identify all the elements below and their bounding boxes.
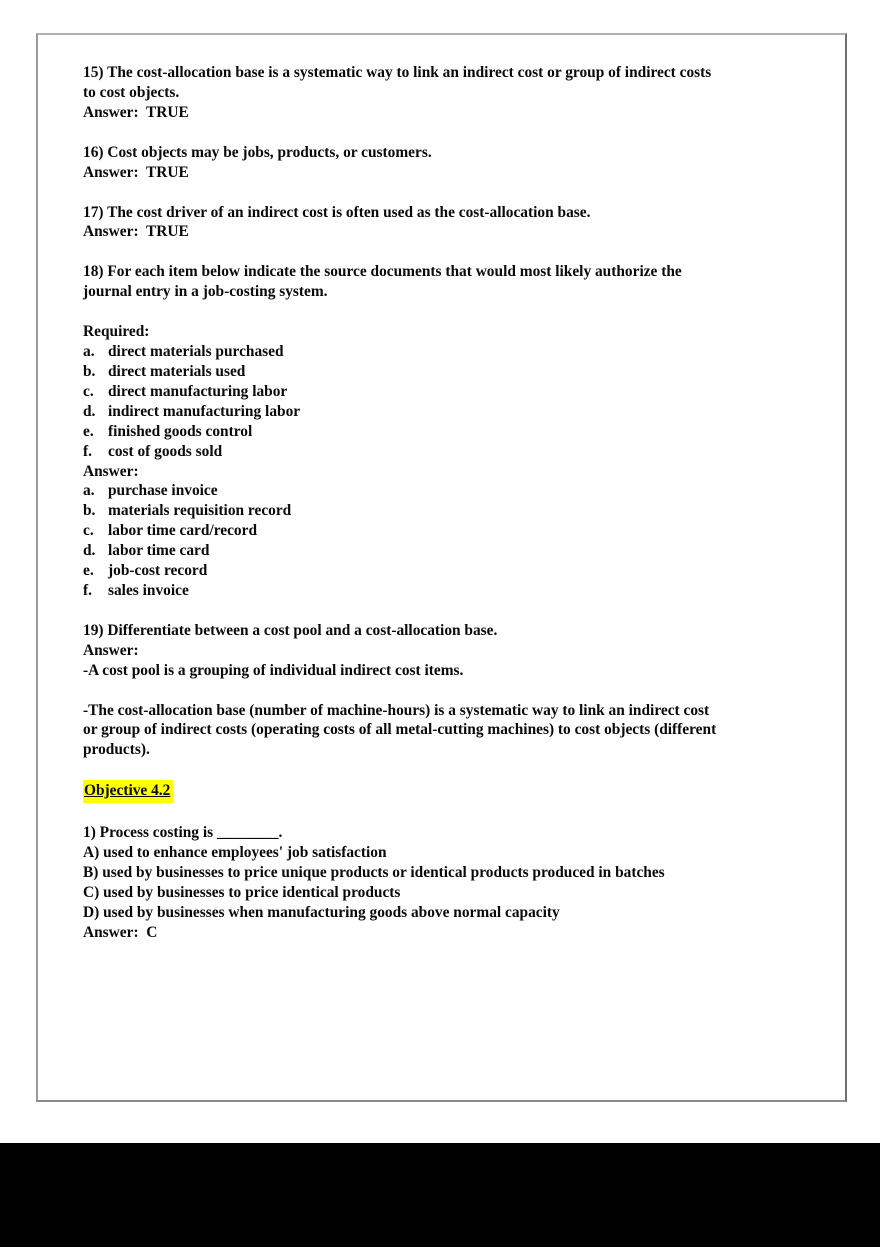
text-line: 19) Differentiate between a cost pool and a cost-allocation base. <box>83 621 498 639</box>
text-line: Answer: C <box>83 923 158 941</box>
text-line: Answer: TRUE <box>83 103 189 121</box>
text-line: or group of indirect costs (operating costs of all metal-cutting machines) to cost objects (different <box>83 721 717 739</box>
text-line: 16) Cost objects may be jobs, products, or customers. <box>83 143 432 161</box>
list-item-text: materials requisition record <box>108 502 292 520</box>
list-marker: b. <box>83 502 96 520</box>
list-marker: d. <box>83 542 96 560</box>
text-line: products). <box>83 741 150 759</box>
list-item-text: labor time card <box>108 542 210 560</box>
list-item-text: labor time card/record <box>108 522 258 540</box>
text-line: Answer: TRUE <box>83 163 189 181</box>
text-line: B) used by businesses to price unique products or identical products produced in batches <box>83 864 665 881</box>
text-line <box>83 382 815 402</box>
text-line <box>83 342 815 362</box>
text-block <box>83 823 815 942</box>
section-heading <box>83 780 815 803</box>
list-item-text: direct manufacturing labor <box>108 382 288 400</box>
text-line: A) used to enhance employees' job satisfaction <box>83 844 387 862</box>
text-line: 18) For each item below indicate the source documents that would most likely authorize the <box>83 263 682 281</box>
text-block <box>83 203 815 243</box>
text-line: to cost objects. <box>83 83 180 101</box>
text-line: C) used by businesses to price identical products <box>83 883 401 901</box>
list-item-text: finished goods control <box>108 422 253 440</box>
text-line: Answer: TRUE <box>83 223 189 241</box>
list-marker: b. <box>83 362 96 380</box>
list-marker: e. <box>83 422 94 440</box>
text-line <box>83 501 815 521</box>
text-block <box>83 63 815 123</box>
text-line: 15) The cost-allocation base is a systematic way to link an indirect cost or group of indirect costs <box>83 64 712 81</box>
text-line: 1) Process costing is ________. <box>83 824 283 842</box>
list-marker: a. <box>83 343 95 361</box>
list-marker: e. <box>83 562 94 580</box>
list-marker: f. <box>83 581 92 599</box>
text-line: -A cost pool is a grouping of individual indirect cost items. <box>83 661 464 679</box>
list-item-text: sales invoice <box>108 581 189 599</box>
text-line <box>83 561 815 581</box>
list-marker: c. <box>83 382 94 400</box>
document-blocks <box>38 35 845 943</box>
list-marker: c. <box>83 522 94 540</box>
text-line <box>83 402 815 422</box>
text-line: -The cost-allocation base (number of machine-hours) is a systematic way to link an indirect cost <box>83 701 710 719</box>
list-item-text: purchase invoice <box>108 482 218 500</box>
text-line <box>83 442 815 462</box>
text-line: Answer: <box>83 462 139 480</box>
text-block <box>83 143 815 183</box>
text-line <box>83 521 815 541</box>
list-marker: f. <box>83 442 92 460</box>
list-marker: d. <box>83 402 96 420</box>
text-line: 17) The cost driver of an indirect cost is often used as the cost-allocation base. <box>83 203 591 221</box>
text-line <box>83 581 815 601</box>
text-line <box>83 481 815 501</box>
list-item-text: direct materials used <box>108 362 246 380</box>
text-line: D) used by businesses when manufacturing goods above normal capacity <box>83 903 560 921</box>
list-marker: a. <box>83 482 95 500</box>
text-line: Answer: <box>83 641 139 659</box>
text-block <box>83 322 815 601</box>
list-item-text: direct materials purchased <box>108 343 284 361</box>
text-block <box>83 701 815 761</box>
text-line: Required: <box>83 323 150 341</box>
page-border-box <box>36 33 847 1102</box>
objective-heading-text: Objective 4.2 <box>83 780 173 803</box>
list-item-text: indirect manufacturing labor <box>108 402 301 420</box>
list-item-text: cost of goods sold <box>108 442 223 460</box>
list-item-text: job-cost record <box>108 562 208 580</box>
text-line <box>83 362 815 382</box>
text-line: journal entry in a job-costing system. <box>83 283 328 301</box>
text-block <box>83 621 815 681</box>
text-block <box>83 262 815 302</box>
text-line <box>83 541 815 561</box>
text-line <box>83 422 815 442</box>
